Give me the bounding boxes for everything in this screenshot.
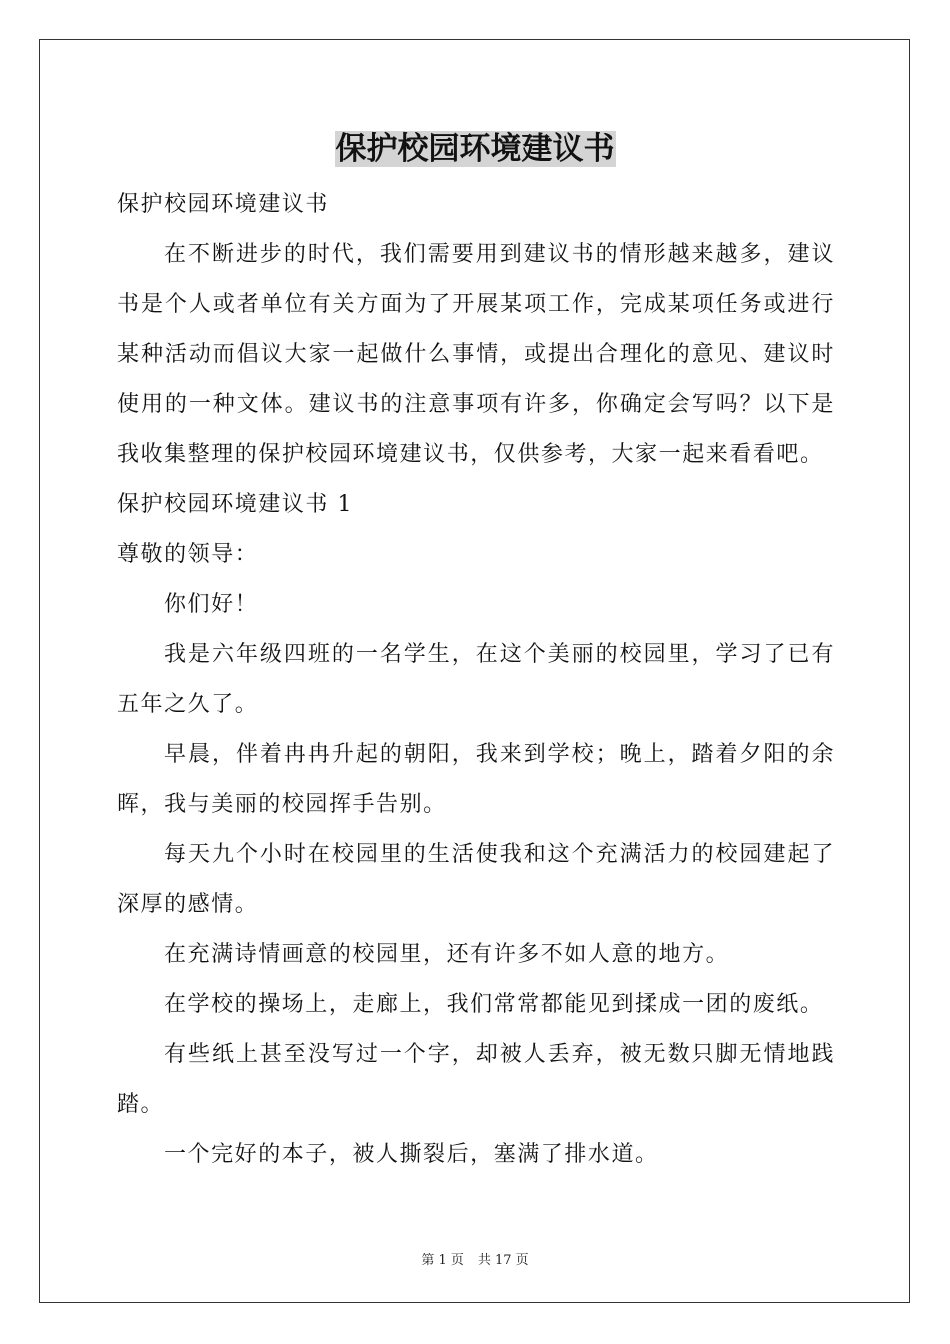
- body-paragraph: 每天九个小时在校园里的生活使我和这个充满活力的校园建起了深厚的感情。: [117, 842, 835, 917]
- body-paragraph: 我是六年级四班的一名学生，在这个美丽的校园里，学习了已有五年之久了。: [117, 642, 835, 717]
- body-paragraph: 在充满诗情画意的校园里，还有许多不如人意的地方。: [164, 942, 730, 967]
- body-paragraph: 有些纸上甚至没写过一个字，却被人丢弃，被无数只脚无情地践踏。: [117, 1042, 835, 1117]
- document-title: [0, 128, 950, 170]
- greeting: 你们好！: [164, 592, 259, 617]
- page-number: 第 1 页: [421, 1253, 464, 1268]
- document-body: [117, 180, 835, 1180]
- salutation: 尊敬的领导：: [117, 542, 259, 567]
- subtitle-paragraph: 保护校园环境建议书: [117, 192, 329, 217]
- page-footer: [0, 1249, 950, 1268]
- intro-paragraph: 在不断进步的时代，我们需要用到建议书的情形越来越多，建议书是个人或者单位有关方面为了开展某项工作，完成某项任务或进行某种活动而倡议大家一起做什么事情，或提出合理化的意见、建议时使用的一种文体。建议书的注意事项有许多，你确定会写吗？以下是我收集整理的保护校园环境建议书，仅供参考，大家一起来看看吧。: [117, 242, 835, 467]
- document-title-text: 保护校园环境建议书: [335, 131, 615, 167]
- body-paragraph: 早晨，伴着冉冉升起的朝阳，我来到学校；晚上，踏着夕阳的余晖，我与美丽的校园挥手告别。: [117, 742, 835, 817]
- section-heading: 保护校园环境建议书 1: [117, 492, 354, 517]
- body-paragraph: 在学校的操场上，走廊上，我们常常都能见到揉成一团的废纸。: [164, 992, 824, 1017]
- page-total: 共 17 页: [477, 1253, 529, 1268]
- body-paragraph: 一个完好的本子，被人撕裂后，塞满了排水道。: [164, 1142, 659, 1167]
